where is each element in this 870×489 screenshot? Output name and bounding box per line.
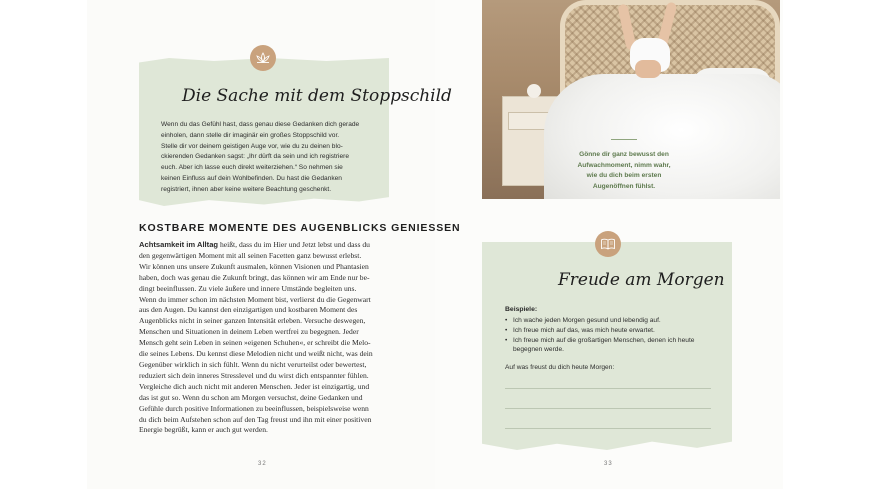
caption-line: Gönne dir ganz bewusst den [579,151,669,158]
body-line [139,240,391,251]
caption-line: wie du dich beim ersten [586,172,662,179]
journal-question: Auf was freust du dich heute Morgen: [505,364,615,371]
caption-divider [611,139,637,140]
writing-line[interactable] [505,428,711,429]
stoppschild-line: registriert, ihnen aber keine weitere Beachtung geschenkt. [161,185,332,193]
freude-title: Freude am Morgen [558,270,725,290]
writing-line[interactable] [505,408,711,409]
body-line: Gegenüber wirklich in sich fühlt. Wenn du nicht verurteilst oder bewertest, [139,359,367,369]
examples-label: Beispiele: [505,306,538,313]
body-line: dingt beeinflussen. Zu viele äußere und innere Umstände begleiten uns. [139,283,357,293]
body-line: aus den Augen. Du kannst den einzigartigen und kostbaren Moment des [139,305,358,315]
book-icon [600,238,616,250]
caption-line: Aufwachmoment, nimm wahr, [577,161,671,169]
lotus-icon [255,52,271,64]
list-item [505,336,720,356]
body-line: Wenn du immer schon im nächsten Moment bist, verlierst du die Gegenwart [139,294,371,304]
list-item [505,326,720,336]
photo-caption [572,150,676,192]
examples-list [505,316,720,355]
body-first-line-rest: heißt, dass du im Hier und Jetzt lebst und dass du [218,240,370,249]
stoppschild-title: Die Sache mit dem Stoppschild [182,86,452,106]
book-badge [595,231,621,257]
stoppschild-text [161,120,373,196]
stoppschild-line: keinen Einfluss auf dein Wohlbefinden. Du hast die Gedanken [161,174,342,182]
body-line: Menschen und Situationen in deinem Leben wertfrei zu begegnen. Jeder [139,327,359,337]
body-line: Gefühle durch positive Informationen zu beeinflussen, beispielsweise wenn [139,403,369,413]
page-number-right: 33 [604,461,613,467]
body-line: die seines Lebens. Du kennst diese Melodien nicht und weißt nicht, was dein [139,349,373,359]
body-line: Energie begrüßt, kann er auch gut werden. [139,425,268,435]
lotus-badge [250,45,276,71]
page-number-left: 32 [258,461,267,467]
body-line: das ist gut so. Wenn du schon am Morgen versuchst, deine Gedanken und [139,392,363,402]
list-item [505,316,720,326]
body-line: Wir können uns unsere Zukunft ausmalen, können Visionen und Phantasien [139,261,369,271]
writing-line[interactable] [505,388,711,389]
section-heading: KOSTBARE MOMENTE DES AUGENBLICKS GENIESSEN [139,222,461,234]
body-line: Augenblicks nicht in seiner ganzen Intensität erleben. Versuche deswegen, [139,316,366,326]
body-line: du dich beim Aufstehen schon auf den Tag freust und ihn mit einer positiven [139,414,372,424]
body-line: reduziert sich dein inneres Stresslevel und du wirst dich entspannter fühlen. [139,370,369,380]
body-text [139,240,391,436]
body-line: Vergleiche dich auch nicht mit anderen Menschen. Jeder ist einzigartig, und [139,381,370,391]
body-line: haben, doch was genau die Zukunft bringt, das können wir am Ende nur be- [139,272,370,282]
example-line: • Ich freue mich auf das, was mich heute erwartet. [513,326,655,334]
caption-line: Augenöffnen fühlst. [592,182,656,190]
stoppschild-line: Wenn du das Gefühl hast, dass genau diese Gedanken dich gerade [161,121,360,128]
example-line: • Ich wache jeden Morgen gesund und lebendig auf. [513,317,661,324]
stoppschild-line: einholen, dann stelle dir imaginär ein großes Stoppschild vor. [161,131,340,139]
body-line: den gegenwärtigen Moment mit all seinen Facetten ganz bewusst erlebst. [139,250,362,260]
body-line: Mensch geht sein Leben in seinen »eigenen Schuhen«, er schreibt die Melo- [139,338,371,348]
stoppschild-line: Stelle dir vor deinem geistigen Auge vor, wie du zu deinen blo- [161,142,343,150]
photo-lamp [527,84,541,98]
example-line: begegnen werde. [513,346,564,354]
photo-face [635,60,661,78]
stoppschild-line: euch. Aber ich lasse euch direkt weiterziehen.“ So nehmen sie [161,164,343,172]
body-lead: Achtsamkeit im Alltag [139,240,219,249]
example-line: • Ich freue mich auf die großartigen Menschen, denen ich heute [513,336,695,344]
stoppschild-line: ckierenden Gedanken sagst: „Ihr dürft da sein und ich registriere [161,153,350,161]
